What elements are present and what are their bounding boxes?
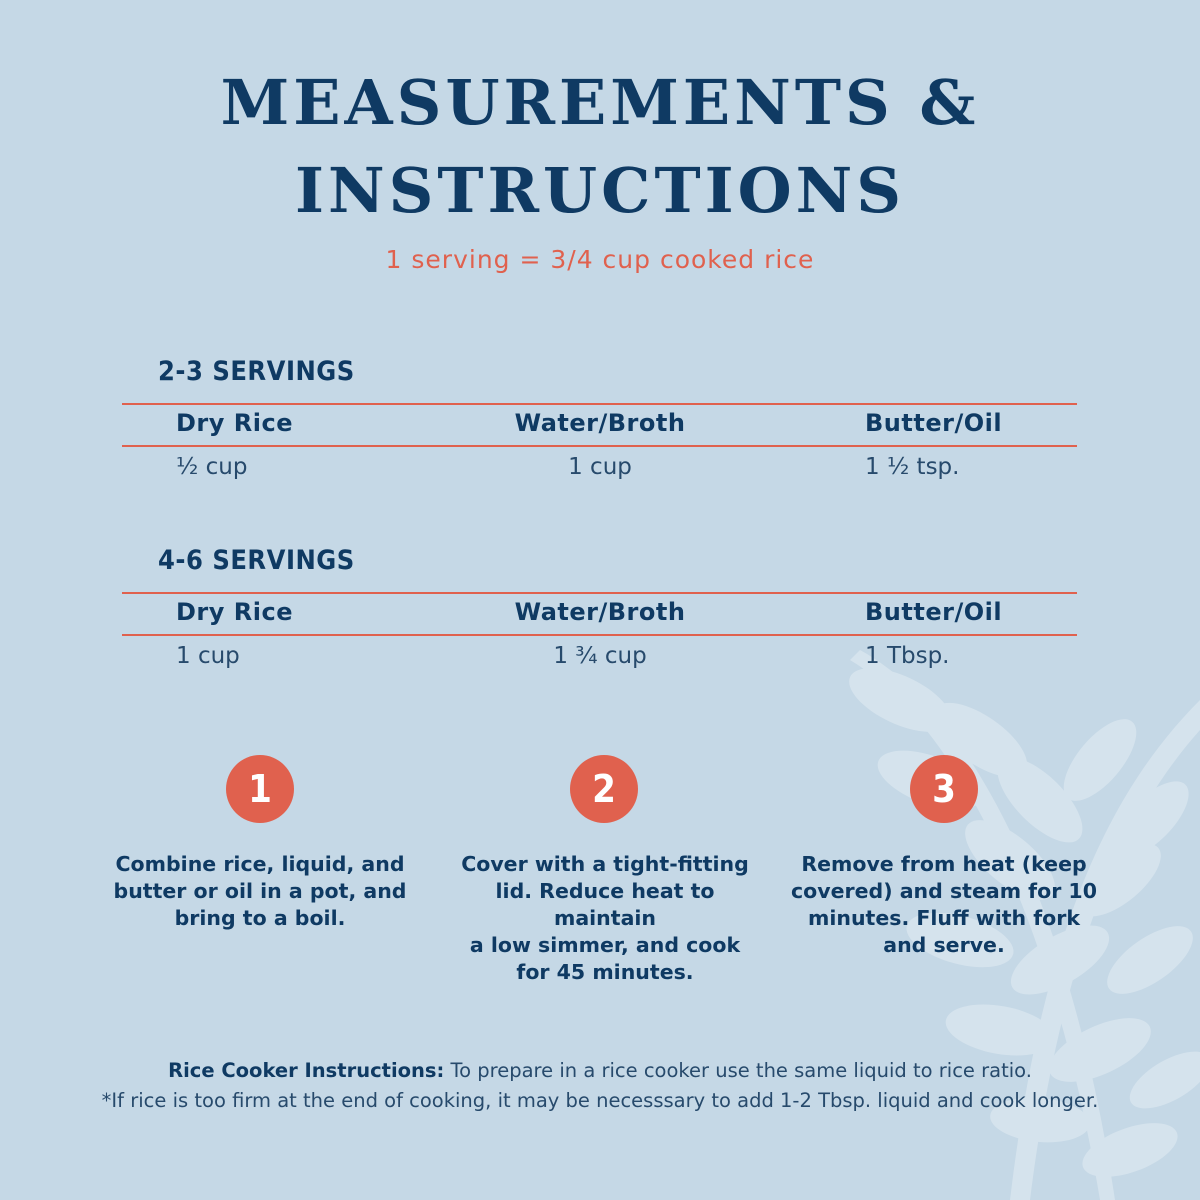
step-2-line: Cover with a tight-fitting [461,852,749,876]
step-3-number-badge: 3 [910,755,978,823]
step-1-number-badge: 1 [226,755,294,823]
rice-cooker-text: To prepare in a rice cooker use the same liquid to rice ratio. [444,1059,1032,1082]
cell-butter-oil: 1 ½ tsp. [865,454,960,480]
column-header-water-broth: Water/Broth [514,409,686,437]
step-2-line: lid. Reduce heat to maintain [495,879,715,930]
table-rule-middle [122,634,1077,636]
footnote: *If rice is too firm at the end of cooking, it may be necesssary to add 1-2 Tbsp. liquid and cook longer. [101,1089,1099,1112]
step-2-line: for 45 minutes. [516,960,694,984]
step-2-number-badge: 2 [570,755,638,823]
step-2-text [445,851,765,986]
section-heading-4-6-servings: 4-6 SERVINGS [158,545,355,576]
column-header-water-broth: Water/Broth [514,598,686,626]
step-2-line: a low simmer, and cook [469,933,741,957]
step-3-line: covered) and steam for 10 [791,879,1097,903]
step-1-line: bring to a boil. [174,906,346,930]
column-header-dry-rice: Dry Rice [176,598,293,626]
page-title-line-1: MEASUREMENTS & [220,66,980,139]
cell-water-broth: 1 ¾ cup [553,643,647,669]
page-title-line-2: INSTRUCTIONS [294,154,906,227]
column-header-dry-rice: Dry Rice [176,409,293,437]
cell-dry-rice: ½ cup [176,454,248,480]
step-3-line: and serve. [883,933,1005,957]
step-1-line: Combine rice, liquid, and [115,852,405,876]
step-1-text [100,851,420,932]
table-rule-middle [122,445,1077,447]
column-header-butter-oil: Butter/Oil [865,598,1003,626]
table-rule-top [122,403,1077,405]
serving-size-subtitle: 1 serving = 3/4 cup cooked rice [385,245,815,274]
column-header-butter-oil: Butter/Oil [865,409,1003,437]
section-heading-2-3-servings: 2-3 SERVINGS [158,356,355,387]
step-3-text [784,851,1104,959]
table-rule-top [122,592,1077,594]
step-1-line: butter or oil in a pot, and [113,879,407,903]
rice-cooker-instructions [0,1059,1200,1082]
step-3-line: minutes. Fluff with fork [807,906,1080,930]
step-3-line: Remove from heat (keep [801,852,1087,876]
cell-water-broth: 1 cup [568,454,632,480]
cell-butter-oil: 1 Tbsp. [865,643,950,669]
rice-cooker-label: Rice Cooker Instructions: [168,1059,445,1082]
cell-dry-rice: 1 cup [176,643,240,669]
